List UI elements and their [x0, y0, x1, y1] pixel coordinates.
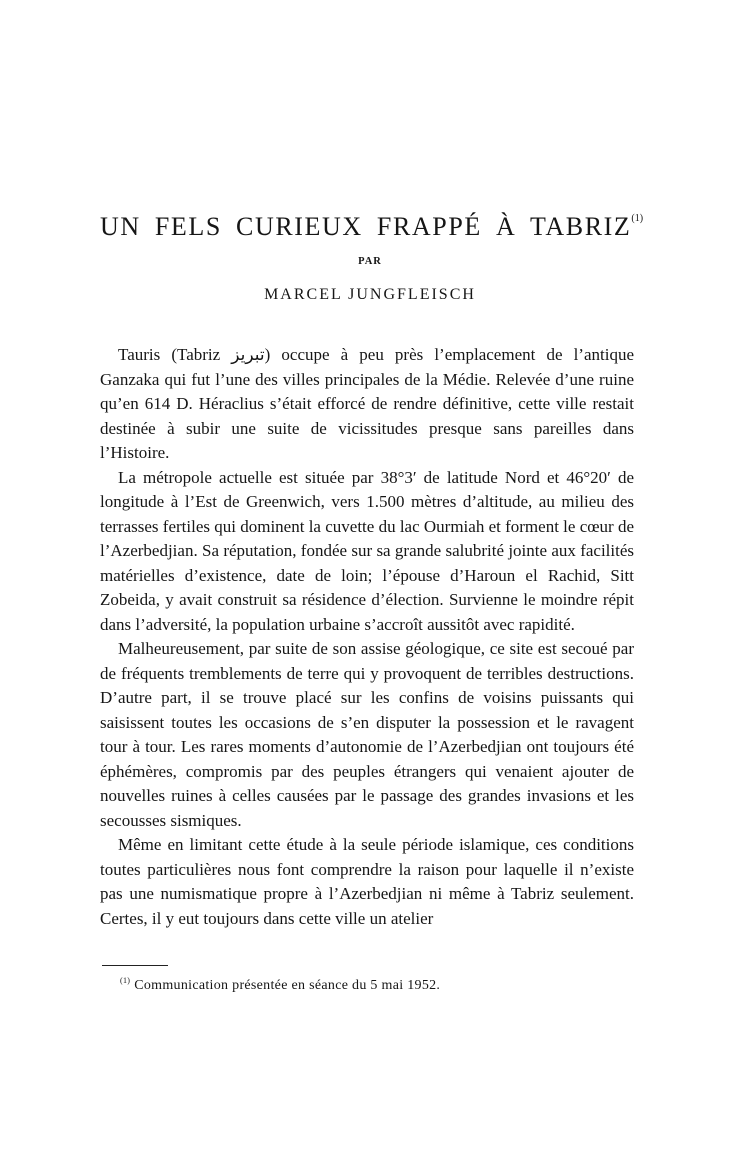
paragraph: La métropole actuelle est située par 38°3′ de latitude Nord et 46°20′ de longitude à l’Est de Greenwich, vers 1.500 mètres d’altitude, au milieu des terrasses fertiles qui dominent la cuvette du lac Ourmiah et forment le cœur de l’Azerbedjian. Sa réputation, fondée sur sa grande salubrité jointe aux facilités matérielles d’existence, date de loin; l’épouse d’Haroun el Rachid, Sitt Zobeida, y avait construit sa résidence d’élection. Survienne le moindre répit dans l’adversité, la population urbaine s’accroît aussitôt avec rapidité.	[100, 467, 634, 634]
article-title	[100, 212, 660, 242]
article-body	[100, 343, 634, 931]
footnote-divider	[102, 965, 168, 966]
byline-prefix: PAR	[358, 256, 382, 267]
footnote	[120, 976, 640, 994]
title-footnote-marker: (1)	[631, 213, 644, 224]
article-title-text: UN FELS CURIEUX FRAPPÉ À TABRIZ	[100, 212, 632, 241]
author-name: MARCEL JUNGFLEISCH	[264, 286, 476, 303]
paragraph: Même en limitant cette étude à la seule période islamique, ces conditions toutes particulières nous font comprendre la raison pour laquelle il n’existe pas une numismatique propre à l’Azerbedjian ni même à Tabriz seulement. Certes, il y eut toujours dans cette ville un atelier	[100, 835, 634, 928]
footnote-text: Communication présentée en séance du 5 mai 1952.	[134, 978, 441, 993]
paragraph: Malheureusement, par suite de son assise géologique, ce site est secoué par de fréquents tremblements de terre qui y provoquent de terribles destructions. D’autre part, il se trouve placé sur les confins de voisins puissants qui saisissent toutes les occasions de s’en disputer la possession et le ravagent tour à tour. Les rares moments d’autonomie de l’Azerbedjian ont toujours été éphémères, compromis par des peuples étrangers qui venaient ajouter de nouvelles ruines à celles causées par le passage des grandes invasions et les secousses sismiques.	[100, 639, 634, 830]
footnote-marker: (1)	[120, 976, 131, 985]
paragraph: Tauris (Tabriz تبريز) occupe à peu près l’emplacement de l’antique Ganzaka qui fut l’une des villes principales de la Médie. Relevée d’une ruine qu’en 614 D. Héraclius s’était efforcé de rendre définitive, cette ville restait destinée à subir une suite de vicissitudes presque sans pareilles dans l’Histoire.	[100, 345, 635, 462]
